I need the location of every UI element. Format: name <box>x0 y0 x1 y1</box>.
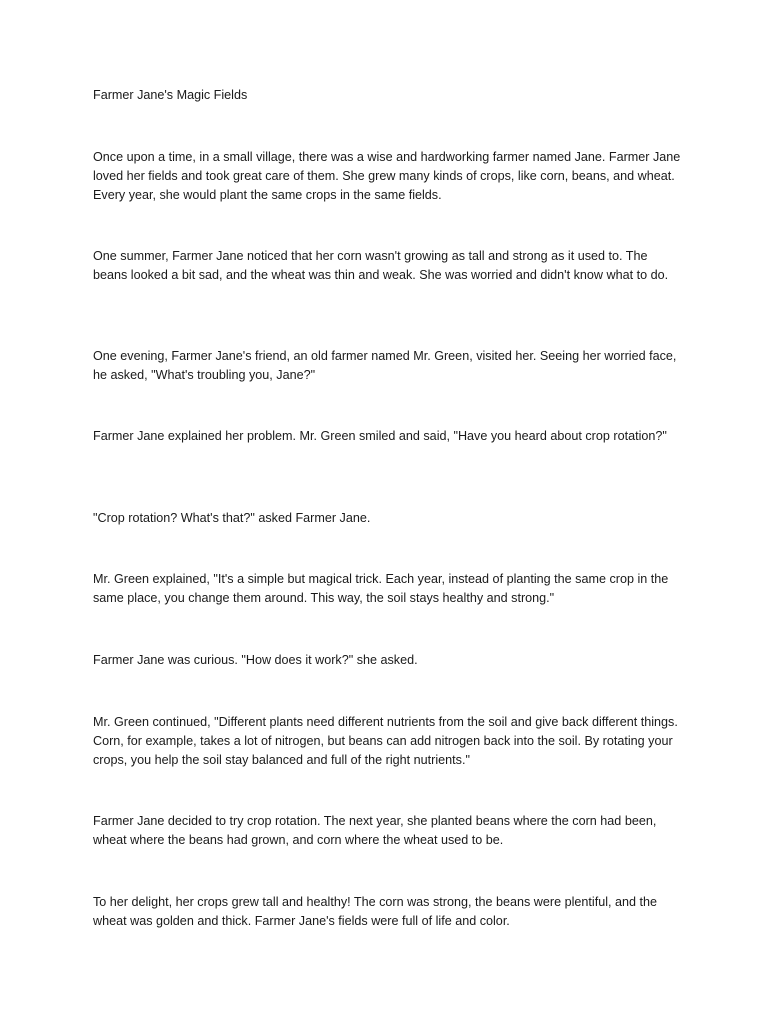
paragraph: "Crop rotation? What's that?" asked Farmer Jane. <box>93 511 371 525</box>
paragraph: Farmer Jane was curious. "How does it work?" she asked. <box>93 653 418 667</box>
paragraph: Mr. Green explained, "It's a simple but magical trick. Each year, instead of planting the same crop in the same place, you change them around. This way, the soil stays healthy and strong." <box>93 572 669 605</box>
paragraph: Mr. Green continued, "Different plants need different nutrients from the soil and give back different things. Corn, for example, takes a lot of nitrogen, but beans can add nitrogen back into the soil. By rotating your crops, you help the soil stay balanced and full of the right nutrients." <box>93 715 678 767</box>
paragraph: One evening, Farmer Jane's friend, an old farmer named Mr. Green, visited her. Seeing her worried face, he asked, "What's troubling you, Jane?" <box>93 349 677 382</box>
paragraph: Farmer Jane explained her problem. Mr. Green smiled and said, "Have you heard about crop rotation?" <box>93 429 667 443</box>
document-title: Farmer Jane's Magic Fields <box>93 88 248 102</box>
paragraph: Farmer Jane decided to try crop rotation. The next year, she planted beans where the corn had been, wheat where the beans had grown, and corn where the wheat used to be. <box>93 814 657 847</box>
paragraph: One summer, Farmer Jane noticed that her corn wasn't growing as tall and strong as it used to. The beans looked a bit sad, and the wheat was thin and weak. She was worried and didn't know what to do. <box>93 249 669 282</box>
paragraph: To her delight, her crops grew tall and healthy! The corn was strong, the beans were plentiful, and the wheat was golden and thick. Farmer Jane's fields were full of life and color. <box>93 895 658 928</box>
paragraph: Once upon a time, in a small village, there was a wise and hardworking farmer named Jane. Farmer Jane loved her fields and took great care of them. She grew many kinds of crops, like corn, beans, and wheat. Every year, she would plant the same crops in the same fields. <box>93 150 681 202</box>
